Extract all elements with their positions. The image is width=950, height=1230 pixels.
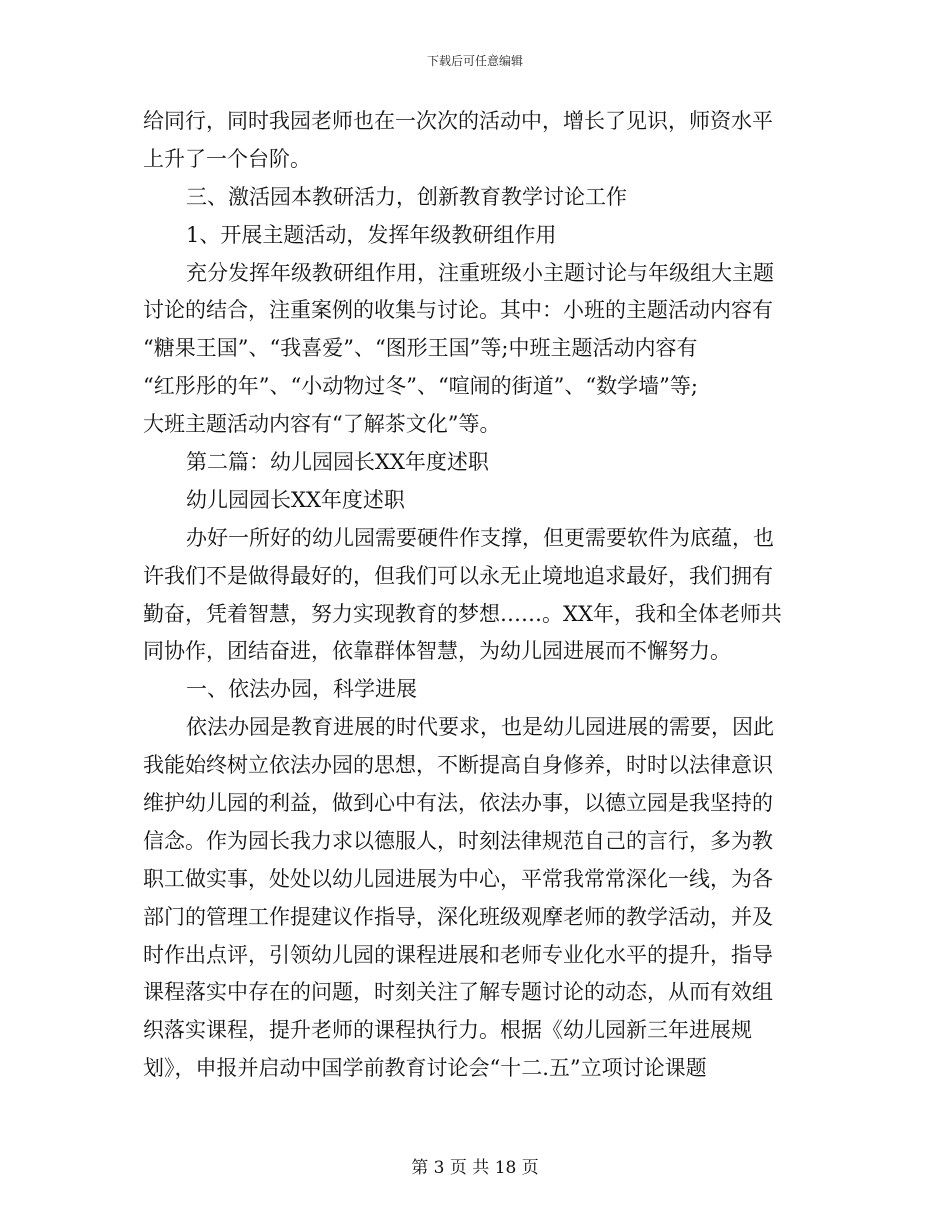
body-line: 讨论的结合，注重案例的收集与讨论。其中：小班的主题活动内容有 [143, 298, 773, 323]
body-line: 部门的管理工作提建议作指导，深化班级观摩老师的教学活动，并及 [143, 904, 773, 929]
body-line: 划》，申报并启动中国学前教育讨论会“十二.五”立项讨论课题 [143, 1056, 707, 1081]
page-header: 下载后可任意编辑 [426, 54, 523, 68]
body-line: 大班主题活动内容有“了解茶文化”等。 [143, 412, 501, 437]
body-line: 课程落实中存在的问题，时刻关注了解专题讨论的动态，从而有效组 [143, 980, 773, 1005]
body-line: 上升了一个台阶。 [143, 146, 311, 171]
body-line: 依法办园是教育进展的时代要求，也是幼儿园进展的需要，因此 [186, 715, 774, 740]
body-line: “糖果王国”、“我喜爱”、“图形王国”等;中班主题活动内容有 [143, 336, 698, 361]
page-number: 第 3 页 共 18 页 [411, 1158, 539, 1178]
document-title: 幼儿园园长XX年度述职 [186, 487, 405, 512]
body-line: 给同行，同时我园老师也在一次次的活动中，增长了见识，师资水平 [143, 109, 773, 133]
body-line: 织落实课程，提升老师的课程执行力。根据《幼儿园新三年进展规 [143, 1018, 752, 1043]
section-heading: 一、依法办园，科学进展 [186, 677, 417, 702]
subsection-heading: 1、开展主题活动，发挥年级教研组作用 [186, 222, 557, 247]
body-line: 充分发挥年级教研组作用，注重班级小主题讨论与年级组大主题 [186, 260, 774, 285]
body-line: 许我们不是做得最好的，但我们可以永无止境地追求最好，我们拥有 [143, 563, 773, 588]
chapter-title: 第二篇：幼儿园园长XX年度述职 [186, 450, 489, 475]
body-line: “红彤彤的年”、“小动物过冬”、“喧闹的街道”、“数学墙”等; [143, 374, 698, 399]
body-line: 时作出点评，引领幼儿园的课程进展和老师专业化水平的提升，指导 [143, 942, 773, 967]
body-line: 同协作，团结奋进，依靠群体智慧，为幼儿园进展而不懈努力。 [143, 639, 731, 664]
document-body [143, 103, 803, 1088]
body-line: 信念。作为园长我力求以德服人，时刻法律规范自己的言行，多为教 [143, 828, 773, 853]
section-heading: 三、激活园本教研活力，创新教育教学讨论工作 [186, 184, 627, 209]
body-line: 职工做实事，处处以幼儿园进展为中心，平常我常常深化一线，为各 [143, 866, 773, 891]
body-line: 勤奋，凭着智慧，努力实现教育的梦想……。XX年，我和全体老师共 [143, 601, 782, 626]
body-line: 我能始终树立依法办园的思想，不断提高自身修养，时时以法律意识 [143, 753, 773, 778]
body-line: 办好一所好的幼儿园需要硬件作支撑，但更需要软件为底蕴，也 [186, 525, 774, 550]
body-line: 维护幼儿园的利益，做到心中有法，依法办事，以德立园是我坚持的 [143, 791, 773, 816]
